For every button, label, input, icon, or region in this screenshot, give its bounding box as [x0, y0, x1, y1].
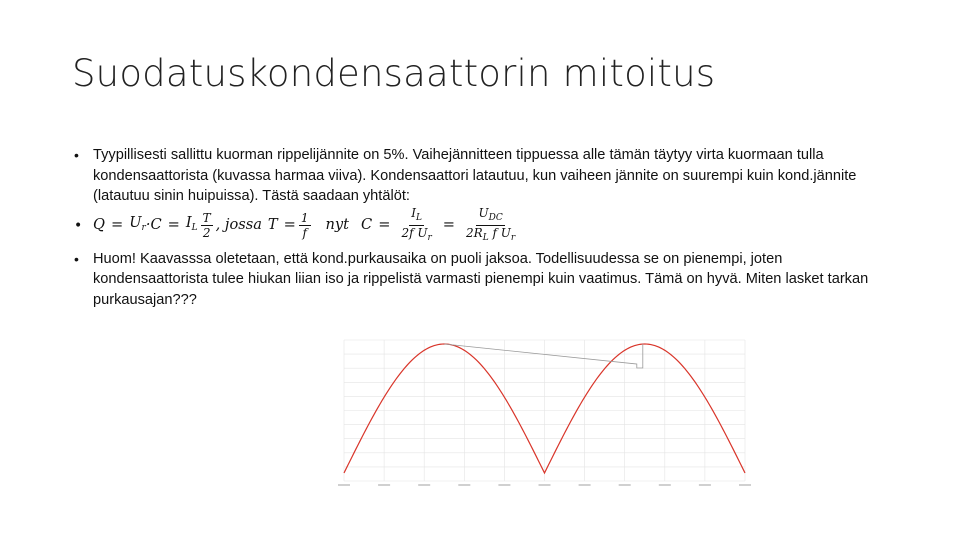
- x-tick-mark: [579, 484, 591, 486]
- bullet-dot: •: [74, 217, 83, 234]
- x-tick-mark: [498, 484, 510, 486]
- formula-c: C: [150, 216, 162, 234]
- bullet-formula: • Q = $U_r$ · C = $I_L$ $\frac{T}{2}$ , jossa T = $\frac{1}{f}$ nyt C = $\frac{I_L}{2f U_r}$ = $\frac{U_{DC}}{2R_L f U_r}$: [74, 206, 516, 243]
- bullet-dot: •: [74, 250, 79, 267]
- x-tick-mark: [699, 484, 711, 486]
- equals-sign: =: [442, 216, 456, 234]
- formula-jossa: , jossa: [215, 216, 262, 234]
- fraction-t-over-2: $\frac{T}{2}$: [202, 211, 211, 240]
- bullet-ripple-explanation: [72, 145, 892, 207]
- fraction-il-over-2fur: $\frac{I_L}{2f U_r}$: [401, 206, 432, 243]
- formula-il: $I_L$: [185, 213, 198, 233]
- equals-sign: =: [283, 216, 296, 234]
- formula-c: C: [361, 216, 373, 234]
- bullet-text: Huom! Kaavasssa oletetaan, että kond.purkausaika on puoli jaksoa. Todellisuudessa se on pienempi, joten kondensaattorista tulee hiukan liian iso ja rippelistä varmasti pienempi kuin vaatimus. Tämä on hyvä. Miten lasket tarkan purkausajan???: [93, 250, 869, 308]
- bullet-list: [72, 145, 892, 315]
- x-tick-mark: [378, 484, 390, 486]
- x-tick-mark: [458, 484, 470, 486]
- waveform-plot: [330, 332, 755, 494]
- formula-ur: $U_r$: [129, 213, 146, 233]
- x-tick-mark: [739, 484, 751, 486]
- equals-sign: =: [110, 216, 124, 234]
- formula-t: T: [267, 216, 278, 234]
- x-tick-mark: [418, 484, 430, 486]
- x-tick-mark: [659, 484, 671, 486]
- bullet-dot: •: [74, 147, 79, 163]
- fraction-udc-over-2rlfur: $\frac{U_{DC}}{2R_L f U_r}$: [466, 206, 516, 243]
- bullet-note: [72, 249, 892, 311]
- formula-nyt: nyt: [325, 216, 350, 234]
- slide-title: Suodatuskondensaattorin mitoitus: [72, 52, 716, 95]
- fraction-1-over-f: $\frac{1}{f}$: [300, 211, 309, 240]
- formula-q: Q: [93, 216, 105, 234]
- x-tick-mark: [539, 484, 551, 486]
- equals-sign: =: [378, 216, 391, 234]
- x-tick-mark: [338, 484, 350, 486]
- x-tick-mark: [619, 484, 631, 486]
- bullet-text: Tyypillisesti sallittu kuorman rippelijännite on 5%. Vaihejännitteen tippuessa alle tämän täytyy virta kuormaan tulla kondensaattorista (kuvassa harmaa viiva). Kondensaattori latautuu, kun vaiheen jännite on suurempi kuin kond.jännite (latautuu sinin huipuissa). Tästä saadaan yhtälöt:: [93, 147, 857, 204]
- equals-sign: =: [167, 216, 180, 234]
